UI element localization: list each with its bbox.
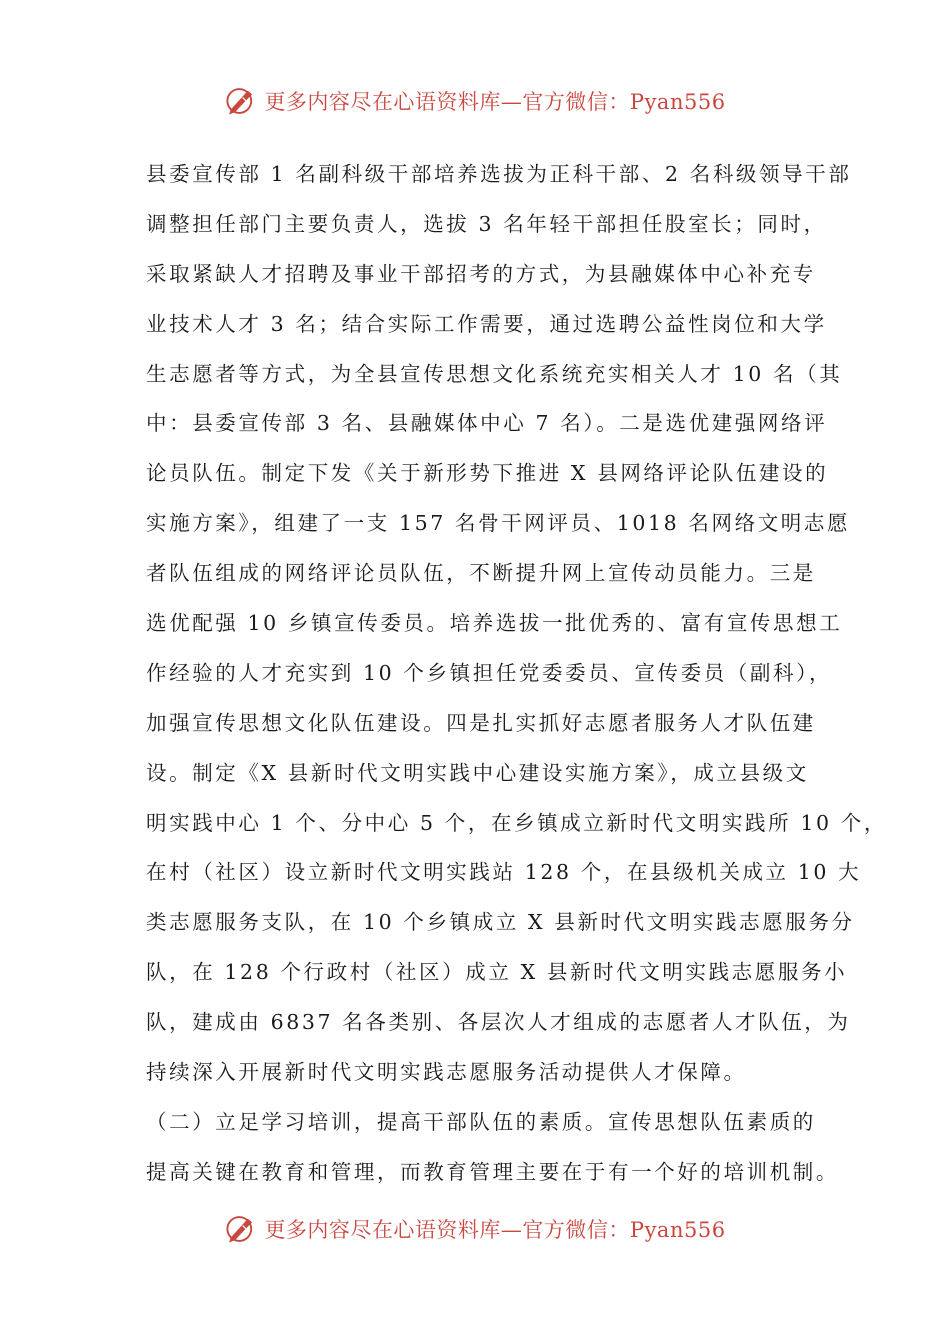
text-line: 提高关键在教育和管理，而教育管理主要在于有一个好的培训机制。: [146, 1159, 839, 1184]
text-line: 实施方案》，组建了一支 157 名骨干网评员、1018 名网络文明志愿: [146, 511, 851, 536]
pen-nib-logo-icon: [224, 84, 258, 118]
text-line: 设。制定《X 县新时代文明实践中心建设实施方案》，成立县级文: [146, 760, 809, 785]
text-line: 生志愿者等方式，为全县宣传思想文化系统充实相关人才 10 名（其: [146, 361, 843, 386]
text-line: 明实践中心 1 个、分中心 5 个，在乡镇成立新时代文明实践所 10 个，: [146, 810, 887, 835]
footer-watermark: [0, 1212, 950, 1246]
text-line: 队，建成由 6837 名各类别、各层次人才组成的志愿者人才队伍，为: [146, 1010, 851, 1035]
text-line: 者队伍组成的网络评论员队伍，不断提升网上宣传动员能力。三是: [146, 561, 816, 586]
text-line: 类志愿服务支队，在 10 个乡镇成立 X 县新时代文明实践志愿服务分: [146, 910, 855, 935]
pen-nib-logo-icon: [224, 1212, 258, 1246]
header-watermark: [0, 84, 950, 118]
text-line: 选优配强 10 乡镇宣传委员。培养选拔一批优秀的、富有宣传思想工: [146, 611, 843, 636]
text-line: 持续深入开展新时代文明实践志愿服务活动提供人才保障。: [146, 1060, 747, 1085]
text-line: 作经验的人才充实到 10 个乡镇担任党委委员、宣传委员（副科），: [146, 660, 833, 685]
text-line: 论员队伍。制定下发《关于新形势下推进 X 县网络评论队伍建设的: [146, 461, 829, 486]
watermark-text: 更多内容尽在心语资料库—官方微信：Pyan556: [264, 1218, 726, 1242]
text-line: 在村（社区）设立新时代文明实践站 128 个，在县级机关成立 10 大: [146, 860, 862, 885]
text-line: 队，在 128 个行政村（社区）成立 X 县新时代文明实践志愿服务小: [146, 960, 848, 985]
text-line: 县委宣传部 1 名副科级干部培养选拔为正科干部、2 名科级领导干部: [146, 162, 852, 186]
text-line: 业技术人才 3 名；结合实际工作需要，通过选聘公益性岗位和大学: [146, 311, 827, 336]
document-body: [146, 150, 887, 1198]
text-line: 调整担任部门主要负责人，选拔 3 名年轻干部担任股室长；同时，: [146, 211, 827, 236]
watermark-text: 更多内容尽在心语资料库—官方微信：Pyan556: [264, 90, 726, 114]
text-line: （二）立足学习培训，提高干部队伍的素质。宣传思想队伍素质的: [146, 1109, 816, 1134]
text-line: 中：县委宣传部 3 名、县融媒体中心 7 名）。二是选优建强网络评: [146, 411, 828, 436]
text-line: 采取紧缺人才招聘及事业干部招考的方式，为县融媒体中心补充专: [146, 261, 816, 286]
text-line: 加强宣传思想文化队伍建设。四是扎实抓好志愿者服务人才队伍建: [146, 710, 816, 735]
